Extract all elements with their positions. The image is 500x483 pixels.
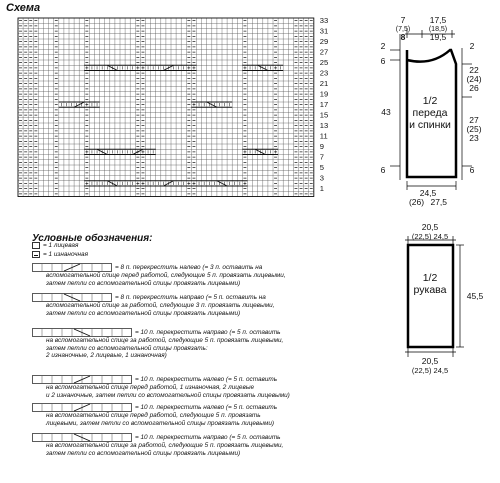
legend-text: на вспомогательной спице за работой, следующие 5 п. провязать лицевыми, (46, 337, 284, 344)
legend-text: = 10 п. перекрестить направо (= 5 п. оставить (135, 434, 281, 442)
legend-item (32, 242, 78, 250)
row-number: 7 (319, 152, 325, 162)
row-number: 11 (319, 131, 328, 141)
body-dim-bottom-left: 6 (380, 165, 386, 175)
legend-symbol (32, 403, 132, 412)
sleeve-dim-bottom: 20,5 (22,5) 24,5 (411, 356, 449, 375)
body-label: 1/2 переда и спинки (409, 95, 451, 131)
legend-text: на вспомогательной спице перед работой, следующие 5 п. провязать (46, 412, 261, 419)
legend-title: Условные обозначения: (32, 233, 153, 244)
knitting-chart (0, 0, 360, 200)
legend-item (32, 375, 290, 399)
row-number: 17 (319, 99, 329, 109)
legend-text: = 8 п. перекрестить направо (= 5 п. оставить на (115, 294, 266, 302)
legend-symbol (32, 433, 132, 442)
scheme-title: Схема (6, 2, 41, 14)
row-number: 21 (319, 78, 329, 88)
row-number: 3 (319, 173, 325, 183)
legend-cable-symbol (32, 263, 112, 272)
legend-text: 2 изнаночные, 2 лицевые, 1 изнаночная) (46, 352, 167, 360)
body-dim-top-left: 7 (7,5) 8 (395, 15, 411, 42)
body-dim-right-shoulder: 2 (469, 41, 475, 51)
row-number: 15 (319, 110, 329, 120)
body-dim-right-lower: 27 (25) 23 (466, 115, 482, 143)
sleeve-dim-top: 20,5 (22,5) 24,5 (411, 222, 449, 241)
sleeve-label: 1/2 рукава (413, 272, 447, 296)
legend-text: затем петли со вспомогательной спицы провязать лицевыми) (46, 449, 241, 457)
legend-symbol (32, 293, 112, 302)
legend-cable-symbol (32, 403, 132, 412)
legend-text: = 10 п. перекрестить налево (= 5 п. оставить (135, 376, 278, 384)
row-number: 13 (319, 120, 329, 130)
legend-text: лицевыми, затем петли со вспомогательной спицы провязать лицевыми) (46, 419, 275, 427)
row-number: 23 (319, 68, 329, 78)
chart-row-numbers (320, 16, 328, 193)
row-number: 1 (319, 183, 325, 193)
legend-text: и 2 изнаночные, затем петли со вспомогательной спицы провязать лицевыми) (46, 391, 290, 399)
row-number: 27 (319, 47, 329, 57)
row-number: 19 (319, 89, 329, 99)
legend-text: вспомогательной спице за работой, следующие 3 п. провязать лицевыми, (46, 302, 275, 309)
legend-text: = 10 п. перекрестить направо (= 5 п. оставить (135, 329, 281, 337)
legend-text: на вспомогательной спице за работой, следующие 5 п. провязать лицевыми, (46, 442, 284, 449)
legend-symbol (32, 375, 132, 384)
legend-symbol (32, 263, 112, 272)
row-number: 33 (319, 15, 329, 25)
body-dim-neck-left: 6 (380, 56, 386, 66)
legend-symbol (32, 242, 40, 249)
legend-cable-symbol (32, 375, 132, 384)
row-number: 9 (319, 141, 325, 151)
body-dim-top-right: 17,5 (18,5) 19,5 (428, 15, 448, 42)
legend-text: вспомогательной спице перед работой, следующие 5 п. провязать лицевыми, (46, 272, 286, 279)
body-dim-height: 43 (381, 107, 391, 117)
legend-item (32, 403, 277, 427)
body-dim-right-upper: 22 (24) 26 (466, 65, 482, 93)
legend-text: = 1 изнаночная (43, 251, 89, 259)
legend-symbol (32, 251, 40, 258)
legend-cable-symbol (32, 293, 112, 302)
body-dim-bottom-width: 24,5 (26) 27,5 (408, 188, 448, 207)
legend-item (32, 263, 286, 287)
row-number: 25 (319, 57, 329, 67)
row-number: 31 (319, 26, 329, 36)
legend-text: затем петли со вспомогательной спицы провязать лицевыми) (46, 309, 241, 317)
legend-symbol (32, 328, 132, 337)
legend-cable-symbol (32, 433, 132, 442)
legend-text: = 10 п. перекрестить налево (= 5 п. оставить (135, 404, 278, 412)
legend-text: затем петли со вспомогательной спицы провязать: (46, 344, 208, 352)
legend-item (32, 433, 283, 457)
legend-item (32, 293, 274, 317)
sleeve-outline (408, 245, 453, 347)
sleeve-dim-height: 45,5 (466, 291, 484, 301)
legend-text: = 8 п. перекрестить налево (= 3 п. оставить на (115, 264, 263, 272)
legend-item (32, 328, 283, 360)
legend-text: на вспомогательной спице перед работой, 1 изнаночная, 2 лицевые (46, 384, 255, 391)
legend-item (32, 251, 88, 259)
row-number: 29 (319, 36, 329, 46)
legend-cable-symbol (32, 328, 132, 337)
legend-text: = 1 лицевая (43, 242, 79, 250)
legend-text: затем петли со вспомогательной спицы провязать лицевыми) (46, 279, 241, 287)
body-dim-bottom-right: 6 (469, 165, 475, 175)
row-number: 5 (319, 162, 325, 172)
body-dim-neck-drop: 2 (380, 41, 386, 51)
